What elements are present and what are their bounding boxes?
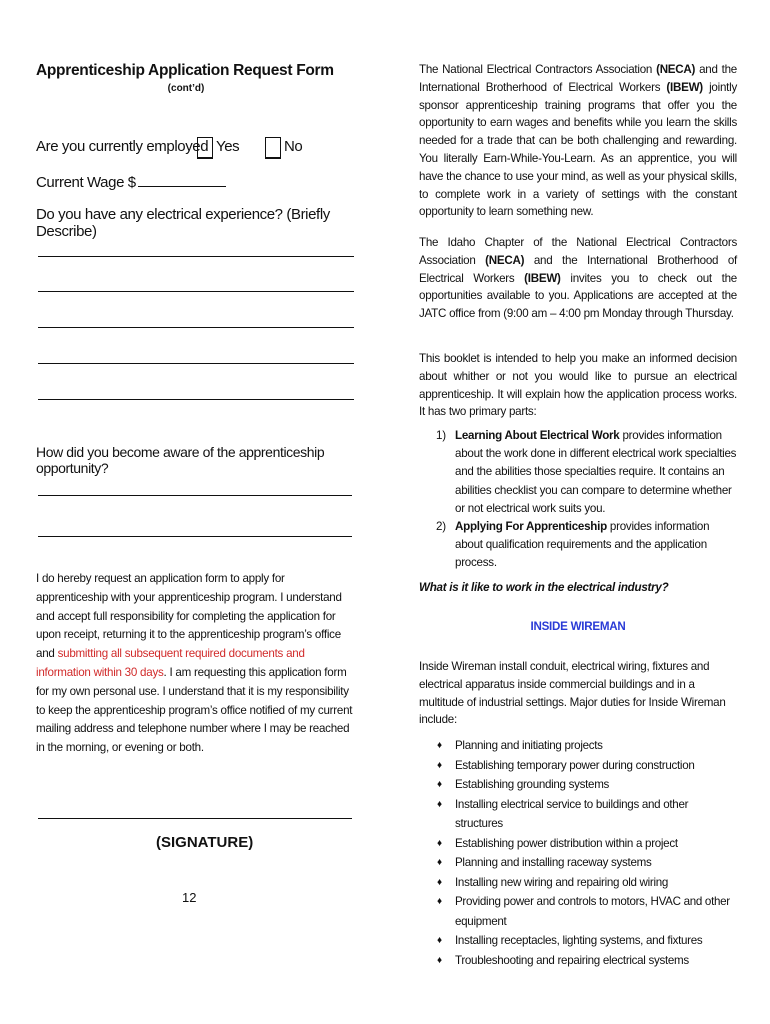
list-item <box>419 518 737 573</box>
current-wage-row <box>36 172 226 191</box>
duty-text: Establishing temporary power during construction <box>455 758 695 772</box>
experience-answer-line-3[interactable] <box>38 327 354 328</box>
list-number: 1) <box>436 429 446 442</box>
part-title: Applying For Apprenticeship <box>455 520 607 534</box>
signature-line[interactable] <box>38 818 352 819</box>
industry-question-heading: What is it like to work in the electrical industry? <box>419 581 669 594</box>
experience-answer-line-2[interactable] <box>38 291 354 292</box>
diamond-bullet-icon: ♦ <box>437 759 442 771</box>
ibew-abbrev: (IBEW) <box>666 80 703 94</box>
inside-wireman-heading: INSIDE WIREMAN <box>530 620 626 633</box>
idaho-chapter-paragraph <box>419 234 737 323</box>
experience-question: Do you have any electrical experience? (Briefly Describe) <box>36 206 330 240</box>
diamond-bullet-icon: ♦ <box>437 896 442 907</box>
part-description: provides information about the work done in different electrical work specialties and the abilities those specialties require. It contains an abilities checklist you can compare to determine whether or not electrical work suits you. <box>455 429 737 515</box>
list-item <box>419 892 737 931</box>
declaration-deadline-text: submitting all subsequent required documents and information within 30 days <box>36 647 305 679</box>
declaration-paragraph <box>36 570 354 758</box>
diamond-bullet-icon: ♦ <box>437 857 442 868</box>
neca-abbrev: (NECA) <box>656 63 696 76</box>
diamond-bullet-icon: ♦ <box>437 876 442 888</box>
no-label: No <box>284 138 303 155</box>
list-item <box>419 951 737 971</box>
duty-text: Establishing power distribution within a project <box>455 836 678 850</box>
ibew-abbrev: (IBEW) <box>524 271 561 285</box>
list-item <box>419 873 737 893</box>
left-column <box>36 58 358 905</box>
experience-answer-line-4[interactable] <box>38 363 354 364</box>
duties-list <box>419 736 737 970</box>
declaration-text-1: I do hereby request an application form to apply for apprenticeship with your apprenticeship program. I understand and accept full responsibility for completing the application for upon receipt, returning it to the apprenticeship program’s office and <box>36 572 342 661</box>
neca-abbrev: (NECA) <box>485 253 525 267</box>
list-item <box>419 795 737 834</box>
duty-text: Troubleshooting and repairing electrical systems <box>455 953 689 967</box>
diamond-bullet-icon: ♦ <box>437 779 442 790</box>
declaration-text-2: . I am requesting this application form for my own personal use. I understand that it is my responsibility to keep the apprenticeship program’s office notified of my current mailing address and telephone number where I may be reached in the morning, or evening or both. <box>36 665 353 755</box>
list-item <box>419 427 737 518</box>
no-checkbox[interactable] <box>265 137 281 159</box>
duty-text: Installing receptacles, lighting systems, and fixtures <box>455 934 703 947</box>
idaho-text-1: The Idaho Chapter of the National Electrical Contractors Association <box>419 236 737 267</box>
yes-label: Yes <box>216 138 240 155</box>
list-item <box>419 736 737 756</box>
diamond-bullet-icon: ♦ <box>437 954 442 966</box>
diamond-bullet-icon: ♦ <box>437 837 442 849</box>
employment-question-row <box>36 137 358 161</box>
diamond-bullet-icon: ♦ <box>437 740 442 751</box>
awareness-answer-line-1[interactable] <box>38 495 352 496</box>
booklet-paragraph: This booklet is intended to help you make an informed decision about whither or not you would like to pursue an electrical apprenticeship. It will explain how the application process works. It has two primary parts: <box>419 352 737 419</box>
diamond-bullet-icon: ♦ <box>437 935 442 946</box>
intro-text-3: jointly sponsor apprenticeship training programs that offer you the opportunity to earn wages and benefits while you learn the skills needed for a trade that can be both challenging and rewarding. You literally Earn-While-You-Learn. As an apprentice, you will have the chance to use your mind, as well as your physical skills, to complete work in a variety of settings with the constant opportunity to learn something new. <box>419 80 737 219</box>
employment-question: Are you currently employed <box>36 138 209 155</box>
yes-checkbox[interactable] <box>197 137 213 159</box>
intro-paragraph <box>419 61 737 221</box>
experience-answer-line-1[interactable] <box>38 256 354 257</box>
list-number: 2) <box>436 520 446 534</box>
continued-note: (cont’d) <box>167 83 205 94</box>
booklet-parts-list <box>419 427 737 573</box>
experience-answer-line-5[interactable] <box>38 399 354 400</box>
intro-text-2: and the International Brotherhood of Electrical Workers <box>419 63 737 94</box>
idaho-text-2: and the International Brotherhood of Electrical Workers <box>419 253 738 285</box>
signature-label: (SIGNATURE) <box>156 834 254 851</box>
duty-text: Installing new wiring and repairing old wiring <box>455 875 669 889</box>
part-title: Learning About Electrical Work <box>455 429 620 442</box>
duty-text: Providing power and controls to motors, HVAC and other equipment <box>455 895 730 928</box>
diamond-bullet-icon: ♦ <box>437 798 442 810</box>
duty-text: Installing electrical service to buildings and other structures <box>455 797 689 830</box>
awareness-answer-line-2[interactable] <box>38 536 352 537</box>
list-item <box>419 853 737 873</box>
current-wage-label: Current Wage $ <box>36 174 136 191</box>
duty-text: Establishing grounding systems <box>455 778 610 791</box>
list-item <box>419 756 737 776</box>
awareness-question: How did you become aware of the apprenticeship opportunity? <box>36 444 325 476</box>
form-title: Apprenticeship Application Request Form <box>36 62 334 79</box>
list-item <box>419 931 737 951</box>
list-item <box>419 834 737 854</box>
duty-text: Planning and initiating projects <box>455 739 603 752</box>
duty-text: Planning and installing raceway systems <box>455 856 652 869</box>
intro-text-1: The National Electrical Contractors Association <box>419 63 657 76</box>
list-item <box>419 775 737 795</box>
current-wage-field[interactable] <box>138 172 226 187</box>
page-number: 12 <box>182 890 197 905</box>
idaho-text-3: invites you to check out the opportunities available to you. Applications are accepted at the JATC office from (9:00 am – 4:00 pm Monday through Thursday. <box>419 271 737 321</box>
part-description: provides information about qualification requirements and the application process. <box>455 520 710 570</box>
inside-wireman-paragraph: Inside Wireman install conduit, electrical wiring, fixtures and electrical apparatus inside commercial buildings and in a multitude of industrial settings. Major duties for Inside Wireman include: <box>419 660 726 727</box>
